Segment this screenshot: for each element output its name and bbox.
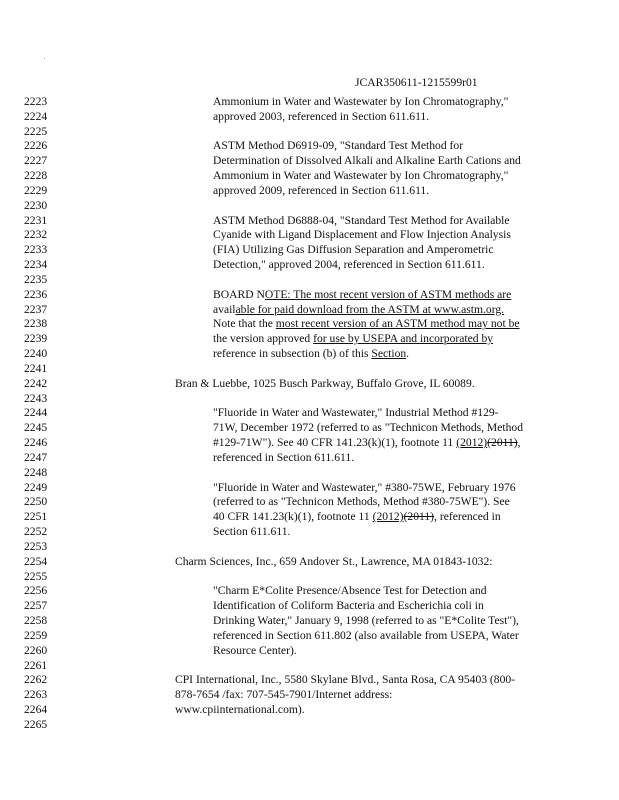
line-text — [213, 420, 523, 435]
line-text — [213, 598, 484, 613]
text-segment: "Fluoride in Water and Wastewater," Industrial Method #129- — [213, 406, 499, 420]
text-segment: Charm Sciences, Inc., 659 Andover St., Lawrence, MA 01843-1032: — [175, 554, 493, 568]
text-segment: www.cpiinternational.com). — [175, 703, 305, 717]
text-segment: referenced in Section 611.802 (also available from USEPA, Water — [213, 628, 519, 642]
line-text — [213, 583, 487, 598]
text-segment: Drinking Water," January 9, 1998 (referred to as "E*Colite Test"), — [213, 614, 519, 628]
line-text — [213, 168, 508, 183]
inserted-text: for use by USEPA and incorporated by — [313, 332, 494, 346]
text-segment: Note that the — [213, 317, 276, 331]
line-number: 2263 — [24, 688, 48, 702]
line-number: 2240 — [24, 347, 48, 361]
text-segment: #129-71W"). See 40 CFR 141.23(k)(1), footnote 11 — [213, 436, 457, 450]
line-number: 2236 — [24, 287, 48, 301]
line-number: 2255 — [24, 569, 48, 583]
text-segment: . — [406, 347, 410, 361]
line-text — [213, 450, 354, 465]
text-segment: (FIA) Utilizing Gas Diffusion Separation and Amperometric — [213, 243, 494, 257]
text-segment: "Fluoride in Water and Wastewater," #380-75WE, February 1976 — [213, 480, 516, 494]
line-text — [213, 287, 511, 302]
line-number: 2248 — [24, 465, 48, 479]
line-text — [213, 613, 519, 628]
line-number: 2244 — [24, 406, 48, 420]
line-number: 2228 — [24, 169, 48, 183]
text-segment: the version approved — [213, 332, 314, 346]
text-segment: Ammonium in Water and Wastewater by Ion Chromatography," — [213, 169, 509, 183]
line-text — [175, 687, 392, 702]
line-text — [213, 524, 290, 539]
line-number: 2226 — [24, 139, 48, 153]
line-number: 2260 — [24, 643, 48, 657]
text-segment: CPI International, Inc., 5580 Skylane Blvd., Santa Rosa, CA 95403 (800- — [175, 673, 516, 687]
text-segment: Determination of Dissolved Alkali and Alkaline Earth Cations and — [213, 154, 521, 168]
line-text — [175, 554, 492, 569]
line-text — [213, 183, 429, 198]
text-segment: Ammonium in Water and Wastewater by Ion Chromatography," — [213, 95, 509, 108]
line-number: 2233 — [24, 243, 48, 257]
inserted-text: (2012) — [456, 436, 488, 450]
line-text — [213, 213, 510, 228]
text-segment: , referenced in — [434, 510, 501, 524]
deleted-text: (2011) — [403, 510, 435, 524]
line-text — [213, 257, 485, 272]
line-text — [213, 227, 511, 242]
line-number: 2258 — [24, 614, 48, 628]
line-number: 2225 — [24, 124, 48, 138]
line-number: 2256 — [24, 584, 48, 598]
line-text — [213, 405, 499, 420]
line-number: 2241 — [24, 361, 48, 375]
scan-speck — [44, 58, 45, 59]
text-segment: Section 611.611. — [213, 525, 291, 539]
text-segment: Detection," approved 2004, referenced in Section 611.611. — [213, 258, 485, 272]
text-segment: 40 CFR 141.23(k)(1), footnote 11 — [213, 510, 373, 524]
line-number: 2243 — [24, 391, 48, 405]
line-number: 2235 — [24, 272, 48, 286]
line-number: 2261 — [24, 658, 48, 672]
text-segment: Resource Center). — [213, 643, 297, 657]
line-text — [213, 643, 297, 658]
line-text — [213, 153, 521, 168]
text-segment: Bran & Luebbe, 1025 Busch Parkway, Buffalo Grove, IL 60089. — [175, 376, 475, 390]
text-segment: Identification of Coliform Bacteria and Escherichia coli in — [213, 599, 484, 613]
line-number: 2247 — [24, 450, 48, 464]
line-number: 2237 — [24, 302, 48, 316]
line-number: 2250 — [24, 495, 48, 509]
text-segment: Cyanide with Ligand Displacement and Flow Injection Analysis — [213, 228, 511, 242]
line-text — [213, 109, 429, 124]
inserted-text: able for paid download from the ASTM at www.astm.org. — [235, 302, 505, 316]
line-number: 2239 — [24, 332, 48, 346]
line-text — [175, 672, 515, 687]
line-number: 2262 — [24, 673, 48, 687]
document-id-header: JCAR350611-1215599r01 — [355, 76, 478, 89]
line-text — [213, 494, 510, 509]
line-number: 2251 — [24, 510, 48, 524]
text-segment: BOARD N — [213, 287, 265, 301]
line-text — [213, 346, 409, 361]
inserted-text: (2012) — [372, 510, 404, 524]
deleted-text: (2011) — [487, 436, 518, 450]
line-text — [213, 480, 516, 495]
line-number: 2254 — [24, 554, 48, 568]
text-segment: 71W, December 1972 (referred to as "Technicon Methods, Method — [213, 421, 523, 435]
line-text — [213, 242, 494, 257]
text-segment: ASTM Method D6888-04, "Standard Test Method for Available — [213, 213, 510, 227]
text-segment: 878-7654 /fax: 707-545-7901/Internet address: — [175, 688, 393, 702]
line-number: 2223 — [24, 95, 48, 108]
line-text — [175, 702, 305, 717]
line-number: 2242 — [24, 376, 48, 390]
text-segment: ASTM Method D6919-09, "Standard Test Method for — [213, 139, 464, 153]
line-text — [213, 435, 521, 450]
line-text — [213, 509, 501, 524]
line-number: 2232 — [24, 228, 48, 242]
line-number: 2245 — [24, 421, 48, 435]
text-segment: avail — [213, 302, 236, 316]
line-number: 2253 — [24, 539, 48, 553]
line-number: 2257 — [24, 599, 48, 613]
text-segment: approved 2003, referenced in Section 611.611. — [213, 109, 430, 123]
line-text — [213, 628, 519, 643]
line-text — [213, 138, 463, 153]
line-number: 2224 — [24, 109, 48, 123]
line-text — [213, 316, 520, 331]
line-number: 2229 — [24, 183, 48, 197]
inserted-text: Section — [371, 347, 407, 361]
line-number: 2227 — [24, 154, 48, 168]
line-text — [213, 331, 493, 346]
line-text — [213, 94, 508, 109]
line-number: 2265 — [24, 717, 48, 731]
line-number: 2238 — [24, 317, 48, 331]
text-segment: approved 2009, referenced in Section 611.611. — [213, 183, 430, 197]
line-number: 2252 — [24, 525, 48, 539]
line-number: 2259 — [24, 628, 48, 642]
line-text — [213, 302, 504, 317]
line-number: 2249 — [24, 480, 48, 494]
inserted-text: most recent version of an ASTM method may not be — [275, 317, 520, 331]
text-segment: (referred to as "Technicon Methods, Method #380-75WE"). See — [213, 495, 510, 509]
inserted-text: OTE: The most recent version of ASTM methods are — [264, 287, 512, 301]
line-number: 2231 — [24, 213, 48, 227]
line-number: 2230 — [24, 198, 48, 212]
text-segment: "Charm E*Colite Presence/Absence Test for Detection and — [213, 584, 487, 598]
line-number: 2234 — [24, 258, 48, 272]
line-number: 2264 — [24, 703, 48, 717]
line-text — [175, 376, 475, 391]
text-segment: referenced in Section 611.611. — [213, 450, 355, 464]
text-segment: , — [517, 436, 521, 450]
line-number: 2246 — [24, 436, 48, 450]
text-segment: reference in subsection (b) of this — [213, 347, 372, 361]
